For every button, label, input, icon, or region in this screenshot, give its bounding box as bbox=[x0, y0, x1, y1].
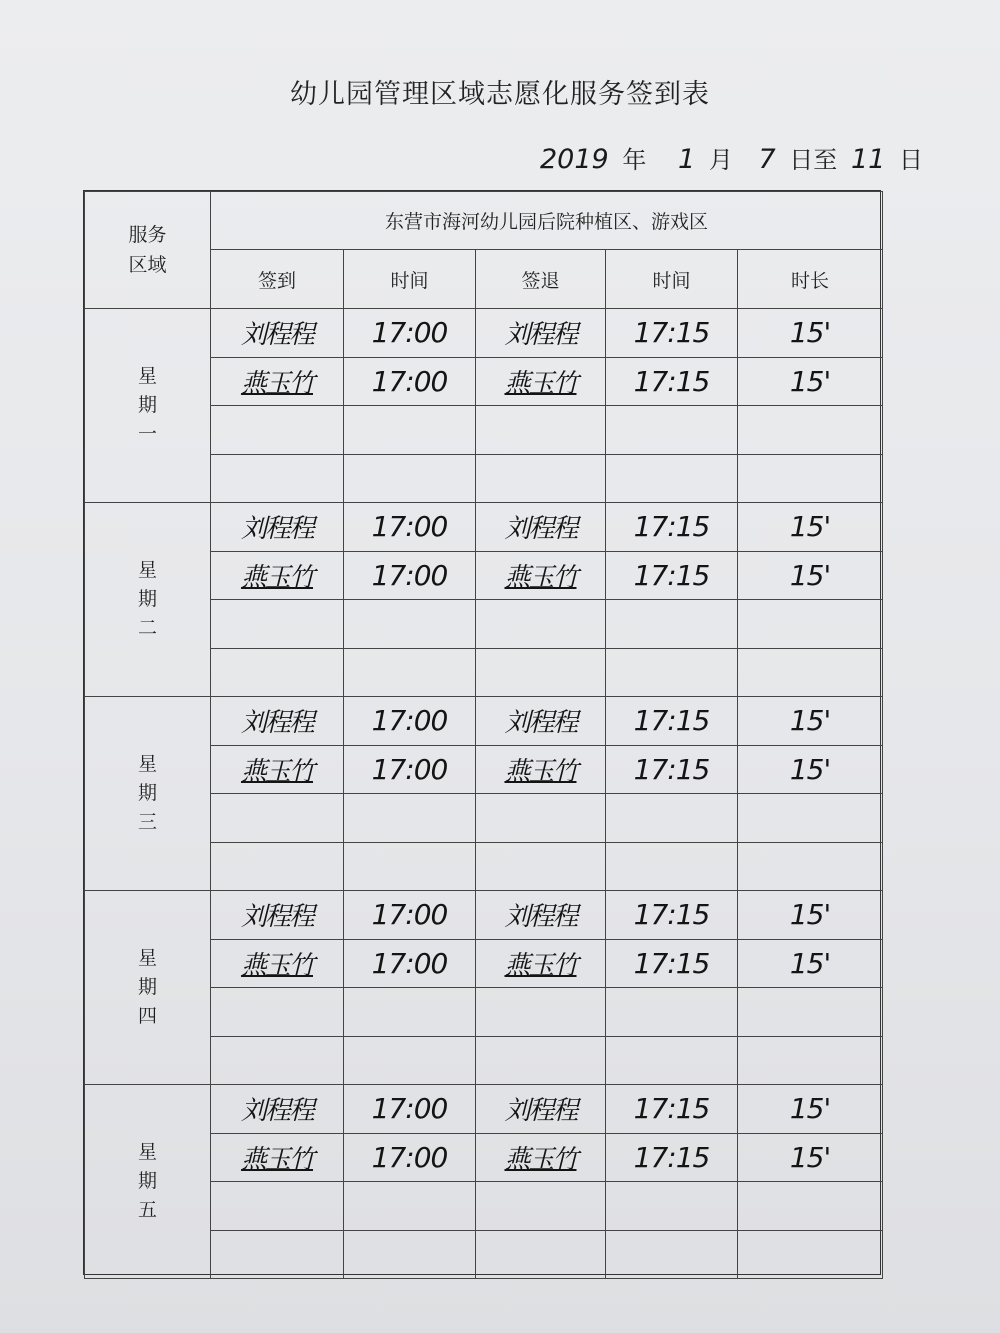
cell-time-in bbox=[344, 745, 476, 794]
date-start-day: 7 bbox=[758, 144, 776, 175]
weekday-char: 星 bbox=[137, 947, 157, 969]
cell-sign-out-signature bbox=[476, 939, 606, 988]
handwritten-time-out: 17:15 bbox=[633, 364, 710, 398]
weekday-label bbox=[85, 309, 211, 503]
column-header-time-out: 时间 bbox=[606, 250, 738, 309]
cell-sign-in-signature bbox=[211, 600, 344, 649]
handwritten-duration: 15' bbox=[789, 1140, 831, 1174]
weekday-char: 星 bbox=[137, 365, 157, 387]
cell-time-in bbox=[344, 551, 476, 600]
cell-duration bbox=[738, 697, 883, 746]
handwritten-sign-out-signature: 燕玉竹 bbox=[504, 562, 577, 593]
handwritten-duration: 15' bbox=[789, 946, 831, 980]
handwritten-time-in: 17:00 bbox=[371, 1140, 448, 1174]
weekday-char: 星 bbox=[137, 1141, 157, 1163]
cell-sign-out-signature bbox=[476, 988, 606, 1037]
handwritten-time-out: 17:15 bbox=[633, 898, 710, 932]
cell-time-out bbox=[606, 551, 738, 600]
cell-time-out bbox=[606, 939, 738, 988]
cell-time-out bbox=[606, 988, 738, 1037]
cell-sign-in-signature bbox=[211, 551, 344, 600]
weekday-char: 一 bbox=[137, 423, 157, 445]
weekday-char: 期 bbox=[137, 782, 157, 804]
handwritten-time-in: 17:00 bbox=[371, 946, 448, 980]
handwritten-sign-in-signature: 燕玉竹 bbox=[240, 756, 313, 787]
cell-duration bbox=[738, 600, 883, 649]
table-row bbox=[85, 503, 883, 552]
cell-duration bbox=[738, 891, 883, 940]
cell-time-out bbox=[606, 600, 738, 649]
cell-sign-out-signature bbox=[476, 745, 606, 794]
handwritten-duration: 15' bbox=[789, 510, 831, 544]
cell-sign-out-signature bbox=[476, 406, 606, 455]
handwritten-duration: 15' bbox=[789, 364, 831, 398]
cell-sign-out-signature bbox=[476, 794, 606, 843]
cell-duration bbox=[738, 1230, 883, 1279]
cell-sign-out-signature bbox=[476, 600, 606, 649]
handwritten-duration: 15' bbox=[789, 752, 831, 786]
cell-time-in bbox=[344, 1182, 476, 1231]
cell-duration bbox=[738, 1036, 883, 1085]
cell-sign-out-signature bbox=[476, 309, 606, 358]
handwritten-sign-in-signature: 燕玉竹 bbox=[240, 368, 313, 399]
cell-sign-out-signature bbox=[476, 648, 606, 697]
sign-in-sheet bbox=[83, 190, 881, 1275]
cell-sign-in-signature bbox=[211, 357, 344, 406]
weekday-char: 四 bbox=[137, 1005, 157, 1027]
handwritten-sign-out-signature: 刘程程 bbox=[504, 708, 577, 739]
cell-time-in bbox=[344, 891, 476, 940]
handwritten-sign-in-signature: 燕玉竹 bbox=[240, 562, 313, 593]
handwritten-duration: 15' bbox=[789, 1092, 831, 1126]
cell-time-out bbox=[606, 794, 738, 843]
weekday-label bbox=[85, 891, 211, 1085]
handwritten-sign-out-signature: 燕玉竹 bbox=[504, 368, 577, 399]
date-year-label: 年 bbox=[622, 146, 647, 174]
cell-time-in bbox=[344, 648, 476, 697]
cell-sign-in-signature bbox=[211, 1085, 344, 1134]
cell-duration bbox=[738, 551, 883, 600]
cell-duration bbox=[738, 648, 883, 697]
weekday-char: 期 bbox=[137, 976, 157, 998]
handwritten-time-in: 17:00 bbox=[371, 704, 448, 738]
handwritten-sign-in-signature: 刘程程 bbox=[240, 708, 313, 739]
handwritten-time-in: 17:00 bbox=[371, 1092, 448, 1126]
cell-time-in bbox=[344, 503, 476, 552]
cell-duration bbox=[738, 454, 883, 503]
cell-time-out bbox=[606, 697, 738, 746]
cell-sign-in-signature bbox=[211, 842, 344, 891]
handwritten-time-out: 17:15 bbox=[633, 510, 710, 544]
cell-duration bbox=[738, 309, 883, 358]
cell-sign-in-signature bbox=[211, 648, 344, 697]
weekday-label bbox=[85, 1085, 211, 1279]
cell-sign-out-signature bbox=[476, 1133, 606, 1182]
handwritten-time-out: 17:15 bbox=[633, 704, 710, 738]
sign-in-table bbox=[84, 191, 883, 1279]
handwritten-duration: 15' bbox=[789, 316, 831, 350]
handwritten-sign-out-signature: 刘程程 bbox=[504, 320, 577, 351]
cell-duration bbox=[738, 939, 883, 988]
handwritten-time-in: 17:00 bbox=[371, 558, 448, 592]
table-row bbox=[85, 1085, 883, 1134]
cell-duration bbox=[738, 357, 883, 406]
handwritten-time-out: 17:15 bbox=[633, 316, 710, 350]
handwritten-time-out: 17:15 bbox=[633, 558, 710, 592]
cell-time-in bbox=[344, 697, 476, 746]
cell-time-out bbox=[606, 1182, 738, 1231]
cell-time-out bbox=[606, 357, 738, 406]
cell-duration bbox=[738, 503, 883, 552]
handwritten-duration: 15' bbox=[789, 898, 831, 932]
cell-time-in bbox=[344, 1085, 476, 1134]
handwritten-sign-in-signature: 刘程程 bbox=[240, 902, 313, 933]
cell-sign-in-signature bbox=[211, 988, 344, 1037]
cell-time-in bbox=[344, 988, 476, 1037]
cell-time-out bbox=[606, 1036, 738, 1085]
column-header-duration: 时长 bbox=[738, 250, 883, 309]
cell-sign-in-signature bbox=[211, 939, 344, 988]
cell-time-out bbox=[606, 745, 738, 794]
handwritten-time-in: 17:00 bbox=[371, 510, 448, 544]
column-header-sign-out: 签退 bbox=[476, 250, 606, 309]
weekday-label bbox=[85, 697, 211, 891]
weekday-char: 期 bbox=[137, 588, 157, 610]
handwritten-duration: 15' bbox=[789, 558, 831, 592]
cell-sign-out-signature bbox=[476, 1182, 606, 1231]
service-area-header-line1: 服务 bbox=[128, 224, 167, 246]
cell-time-in bbox=[344, 1133, 476, 1182]
cell-time-out bbox=[606, 503, 738, 552]
cell-time-out bbox=[606, 1230, 738, 1279]
handwritten-time-in: 17:00 bbox=[371, 898, 448, 932]
cell-sign-in-signature bbox=[211, 406, 344, 455]
cell-sign-out-signature bbox=[476, 891, 606, 940]
cell-sign-in-signature bbox=[211, 1133, 344, 1182]
cell-sign-out-signature bbox=[476, 1230, 606, 1279]
weekday-char: 星 bbox=[137, 559, 157, 581]
date-mid-label: 日至 bbox=[789, 146, 838, 174]
handwritten-time-out: 17:15 bbox=[633, 1140, 710, 1174]
handwritten-sign-in-signature: 刘程程 bbox=[240, 1096, 313, 1127]
handwritten-time-in: 17:00 bbox=[371, 316, 448, 350]
handwritten-sign-out-signature: 燕玉竹 bbox=[504, 1144, 577, 1175]
cell-sign-out-signature bbox=[476, 697, 606, 746]
handwritten-sign-out-signature: 燕玉竹 bbox=[504, 950, 577, 981]
cell-duration bbox=[738, 1085, 883, 1134]
date-range bbox=[540, 140, 929, 184]
cell-time-out bbox=[606, 1085, 738, 1134]
cell-time-in bbox=[344, 842, 476, 891]
handwritten-time-out: 17:15 bbox=[633, 946, 710, 980]
date-year: 2019 bbox=[540, 144, 609, 175]
date-end-day: 11 bbox=[850, 144, 886, 175]
weekday-char: 五 bbox=[137, 1199, 157, 1221]
cell-sign-out-signature bbox=[476, 454, 606, 503]
handwritten-sign-in-signature: 刘程程 bbox=[240, 514, 313, 545]
date-month: 1 bbox=[678, 144, 696, 175]
weekday-char: 期 bbox=[137, 1170, 157, 1192]
document-title: 幼儿园管理区域志愿化服务签到表 bbox=[290, 79, 710, 110]
cell-duration bbox=[738, 988, 883, 1037]
handwritten-time-out: 17:15 bbox=[633, 1092, 710, 1126]
cell-sign-in-signature bbox=[211, 1182, 344, 1231]
cell-duration bbox=[738, 1133, 883, 1182]
cell-sign-out-signature bbox=[476, 1085, 606, 1134]
cell-time-out bbox=[606, 842, 738, 891]
handwritten-time-in: 17:00 bbox=[371, 752, 448, 786]
cell-time-out bbox=[606, 1133, 738, 1182]
handwritten-time-out: 17:15 bbox=[633, 752, 710, 786]
cell-sign-in-signature bbox=[211, 454, 344, 503]
weekday-char: 期 bbox=[137, 394, 157, 416]
cell-time-in bbox=[344, 309, 476, 358]
cell-time-out bbox=[606, 891, 738, 940]
cell-time-in bbox=[344, 454, 476, 503]
cell-time-in bbox=[344, 1036, 476, 1085]
cell-duration bbox=[738, 1182, 883, 1231]
cell-time-out bbox=[606, 309, 738, 358]
cell-time-in bbox=[344, 406, 476, 455]
cell-duration bbox=[738, 406, 883, 455]
handwritten-sign-out-signature: 刘程程 bbox=[504, 514, 577, 545]
cell-sign-in-signature bbox=[211, 309, 344, 358]
cell-time-out bbox=[606, 406, 738, 455]
table-row bbox=[85, 697, 883, 746]
cell-time-out bbox=[606, 454, 738, 503]
cell-time-in bbox=[344, 1230, 476, 1279]
date-month-label: 月 bbox=[708, 146, 733, 174]
cell-time-in bbox=[344, 357, 476, 406]
cell-sign-out-signature bbox=[476, 357, 606, 406]
cell-sign-out-signature bbox=[476, 1036, 606, 1085]
date-end-label: 日 bbox=[898, 146, 923, 174]
handwritten-sign-in-signature: 燕玉竹 bbox=[240, 1144, 313, 1175]
cell-duration bbox=[738, 842, 883, 891]
column-header-sign-in: 签到 bbox=[211, 250, 344, 309]
service-location: 东营市海河幼儿园后院种植区、游戏区 bbox=[211, 192, 883, 250]
cell-sign-out-signature bbox=[476, 503, 606, 552]
cell-duration bbox=[738, 794, 883, 843]
cell-sign-in-signature bbox=[211, 745, 344, 794]
handwritten-sign-out-signature: 刘程程 bbox=[504, 1096, 577, 1127]
weekday-label bbox=[85, 503, 211, 697]
service-area-header bbox=[85, 192, 211, 309]
cell-time-in bbox=[344, 600, 476, 649]
cell-duration bbox=[738, 745, 883, 794]
column-header-time-in: 时间 bbox=[344, 250, 476, 309]
cell-sign-in-signature bbox=[211, 794, 344, 843]
handwritten-sign-out-signature: 刘程程 bbox=[504, 902, 577, 933]
cell-time-in bbox=[344, 794, 476, 843]
handwritten-sign-out-signature: 燕玉竹 bbox=[504, 756, 577, 787]
cell-sign-out-signature bbox=[476, 842, 606, 891]
handwritten-duration: 15' bbox=[789, 704, 831, 738]
weekday-char: 二 bbox=[137, 617, 157, 639]
cell-sign-in-signature bbox=[211, 1230, 344, 1279]
table-row bbox=[85, 891, 883, 940]
table-row bbox=[85, 309, 883, 358]
cell-time-in bbox=[344, 939, 476, 988]
cell-sign-out-signature bbox=[476, 551, 606, 600]
cell-sign-in-signature bbox=[211, 1036, 344, 1085]
handwritten-sign-in-signature: 燕玉竹 bbox=[240, 950, 313, 981]
cell-sign-in-signature bbox=[211, 697, 344, 746]
cell-sign-in-signature bbox=[211, 891, 344, 940]
weekday-char: 三 bbox=[137, 811, 157, 833]
cell-sign-in-signature bbox=[211, 503, 344, 552]
handwritten-sign-in-signature: 刘程程 bbox=[240, 320, 313, 351]
weekday-char: 星 bbox=[137, 753, 157, 775]
cell-time-out bbox=[606, 648, 738, 697]
service-area-header-line2: 区域 bbox=[128, 254, 167, 276]
handwritten-time-in: 17:00 bbox=[371, 364, 448, 398]
